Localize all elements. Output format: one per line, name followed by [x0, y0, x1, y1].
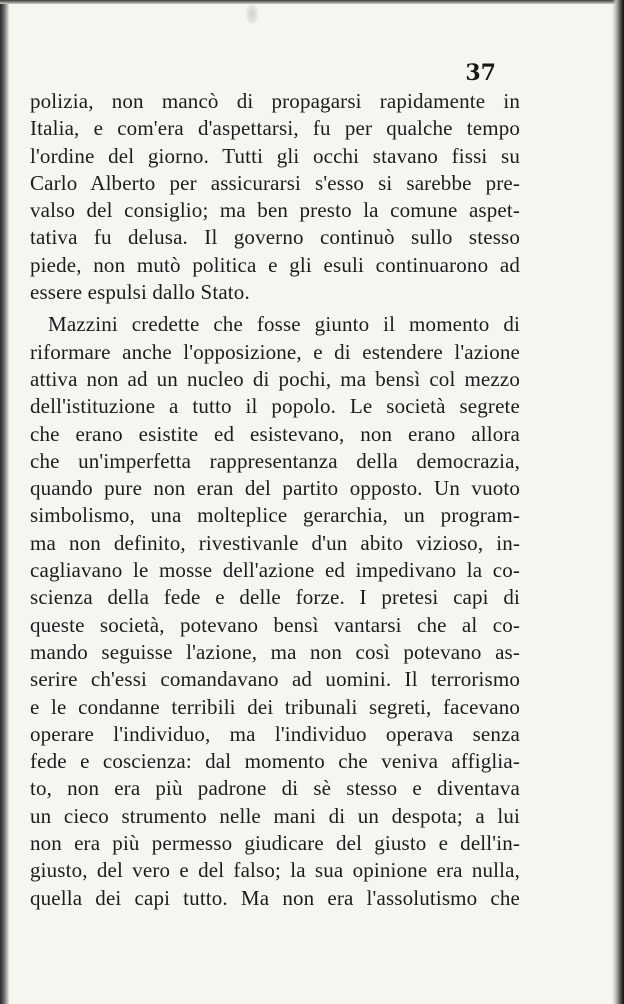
text-line: che un'imperfetta rappresentanza della democrazia, [30, 448, 520, 473]
text-line: Mazzini credette che fosse giunto il momento di [48, 312, 520, 337]
text-line: operare l'individuo, ma l'individuo operava senza [30, 721, 520, 746]
page-left-edge [0, 0, 9, 1004]
text-line: cagliavano le mosse dell'azione ed impedivano la co- [30, 558, 520, 583]
text-line: giusto, del vero e del falso; la sua opinione era nulla, [30, 858, 520, 883]
paragraph [30, 88, 520, 306]
paragraph [30, 311, 520, 912]
text-line: riformare anche l'opposizione, e di estendere l'azione [30, 339, 520, 364]
ink-smudge [246, 4, 258, 24]
text-line: tativa fu delusa. Il governo continuò sullo stesso [30, 225, 520, 250]
text-line: mando seguisse l'azione, ma non così potevano as- [30, 639, 520, 664]
text-line: valso del consiglio; ma ben presto la comune aspet- [30, 198, 520, 223]
body-text [30, 88, 520, 912]
text-line: simbolismo, una molteplice gerarchia, un program- [30, 503, 520, 528]
page-number: 37 [465, 60, 496, 86]
text-line: attiva non ad un nucleo di pochi, ma bensì col mezzo [30, 366, 520, 391]
text-line: ma non definito, rivestivanle d'un abito vizioso, in- [30, 530, 520, 555]
text-line: polizia, non mancò di propagarsi rapidamente in [30, 89, 520, 113]
text-line: non era più permesso giudicare del giusto e dell'in- [30, 831, 520, 856]
text-line: e le condanne terribili dei tribunali segreti, facevano [30, 694, 520, 719]
page-top-edge [0, 0, 624, 4]
text-line: piede, non mutò politica e gli esuli continuarono ad [30, 252, 520, 277]
text-line: to, non era più padrone di sè stesso e diventava [30, 776, 520, 801]
page-right-edge [612, 0, 624, 1004]
text-line: scienza della fede e delle forze. I pretesi capi di [30, 585, 520, 610]
text-line: Carlo Alberto per assicurarsi s'esso si sarebbe pre- [30, 170, 520, 195]
text-line: essere espulsi dallo Stato. [30, 280, 250, 305]
text-line: che erano esistite ed esistevano, non erano allora [30, 421, 520, 446]
text-line: dell'istituzione a tutto il popolo. Le società segrete [30, 394, 520, 419]
text-line: Italia, e com'era d'aspettarsi, fu per qualche tempo [30, 116, 520, 141]
text-line: un cieco strumento nelle mani di un despota; a lui [30, 803, 520, 828]
text-line: serire ch'essi comandavano ad uomini. Il terrorismo [30, 667, 520, 692]
text-line: quella dei capi tutto. Ma non era l'assolutismo che [30, 885, 520, 910]
text-line: quando pure non eran del partito opposto. Un vuoto [30, 476, 520, 501]
text-line: fede e coscienza: dal momento che veniva affiglia- [30, 749, 520, 774]
text-line: l'ordine del giorno. Tutti gli occhi stavano fissi su [30, 143, 520, 168]
text-line: queste società, potevano bensì vantarsi che al co- [30, 612, 520, 637]
